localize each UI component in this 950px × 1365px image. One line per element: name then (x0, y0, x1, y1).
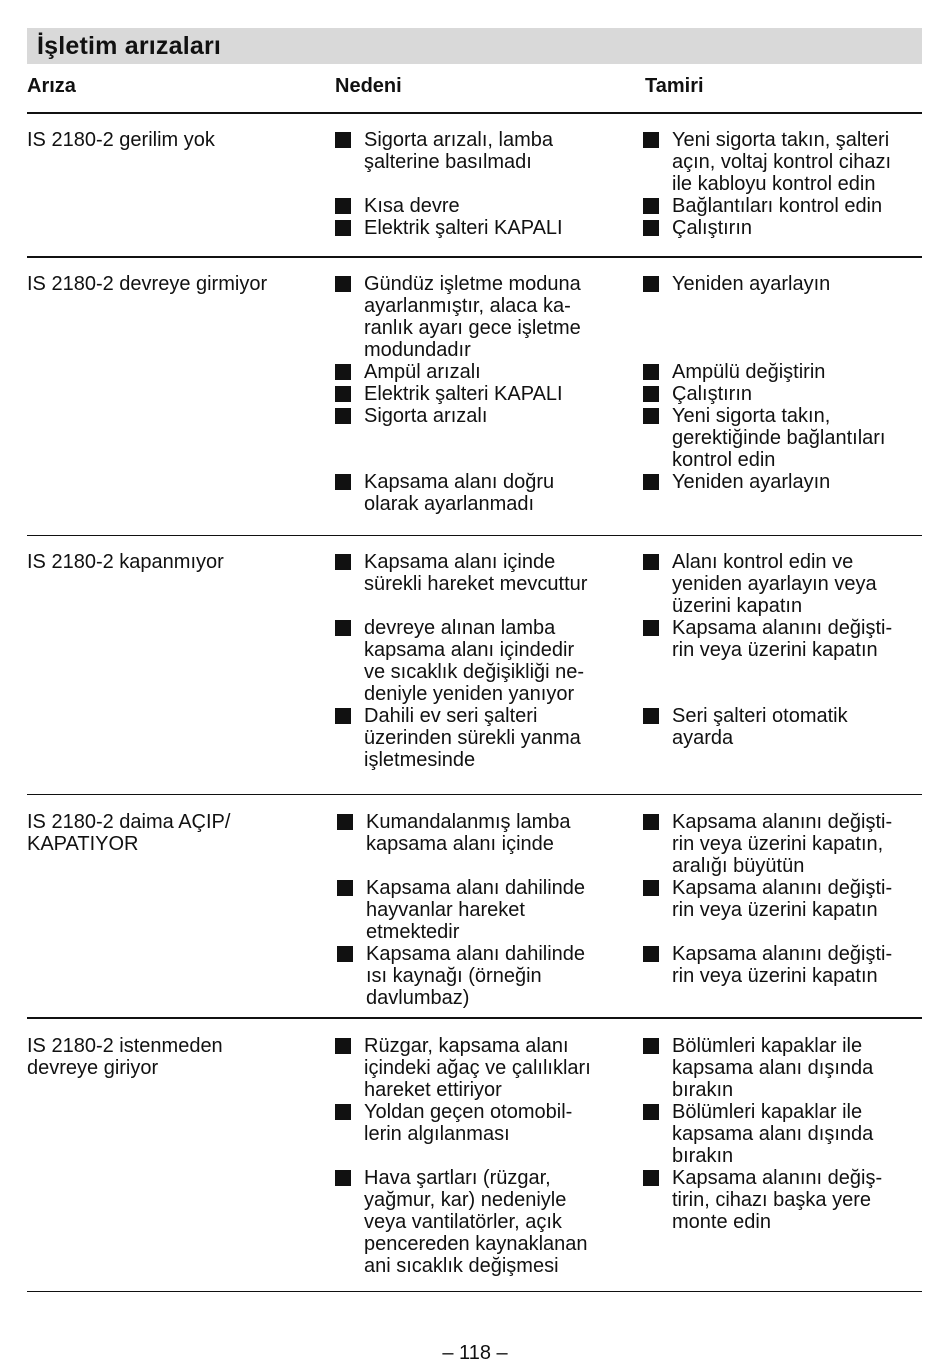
bullet-icon (335, 276, 351, 292)
fault-text: IS 2180-2 istenmeden devreye giriyor (27, 1035, 223, 1079)
bullet-icon (335, 1104, 351, 1120)
bullet-icon (335, 408, 351, 424)
bullet-icon (335, 1038, 351, 1054)
bullet-icon (643, 880, 659, 896)
divider (27, 1291, 922, 1292)
bullet-icon (337, 946, 353, 962)
section-title-bar (27, 28, 922, 64)
bullet-icon (643, 220, 659, 236)
bullet-icon (335, 708, 351, 724)
bullet-icon (643, 386, 659, 402)
bullet-icon (335, 386, 351, 402)
divider (27, 794, 922, 795)
bullet-icon (335, 220, 351, 236)
divider (27, 256, 922, 258)
bullet-icon (643, 708, 659, 724)
bullet-icon (643, 1170, 659, 1186)
header-fix: Tamiri (645, 75, 704, 97)
divider (27, 112, 922, 114)
bullet-icon (335, 198, 351, 214)
bullet-icon (643, 620, 659, 636)
divider (27, 1017, 922, 1019)
bullet-icon (337, 880, 353, 896)
bullet-icon (335, 554, 351, 570)
bullet-icon (643, 814, 659, 830)
bullet-icon (643, 132, 659, 148)
bullet-icon (643, 276, 659, 292)
bullet-icon (643, 408, 659, 424)
bullet-icon (335, 364, 351, 380)
header-cause: Nedeni (335, 75, 402, 97)
bullet-icon (335, 1170, 351, 1186)
bullet-icon (643, 554, 659, 570)
bullet-icon (335, 620, 351, 636)
page-title: İşletim arızaları (37, 32, 222, 60)
bullet-icon (337, 814, 353, 830)
bullet-icon (643, 946, 659, 962)
bullet-icon (643, 474, 659, 490)
header-fault: Arıza (27, 75, 76, 97)
page-number: – 118 – (442, 1342, 508, 1364)
fault-text: IS 2180-2 devreye girmiyor (27, 273, 268, 295)
fault-text: IS 2180-2 kapanmıyor (27, 551, 224, 573)
bullet-icon (643, 198, 659, 214)
bullet-icon (643, 1104, 659, 1120)
divider (27, 535, 922, 536)
fault-text: IS 2180-2 daima AÇIP/ KAPATIYOR (27, 811, 231, 855)
bullet-icon (335, 474, 351, 490)
bullet-icon (643, 364, 659, 380)
fault-text: IS 2180-2 gerilim yok (27, 129, 215, 151)
bullet-icon (335, 132, 351, 148)
bullet-icon (643, 1038, 659, 1054)
